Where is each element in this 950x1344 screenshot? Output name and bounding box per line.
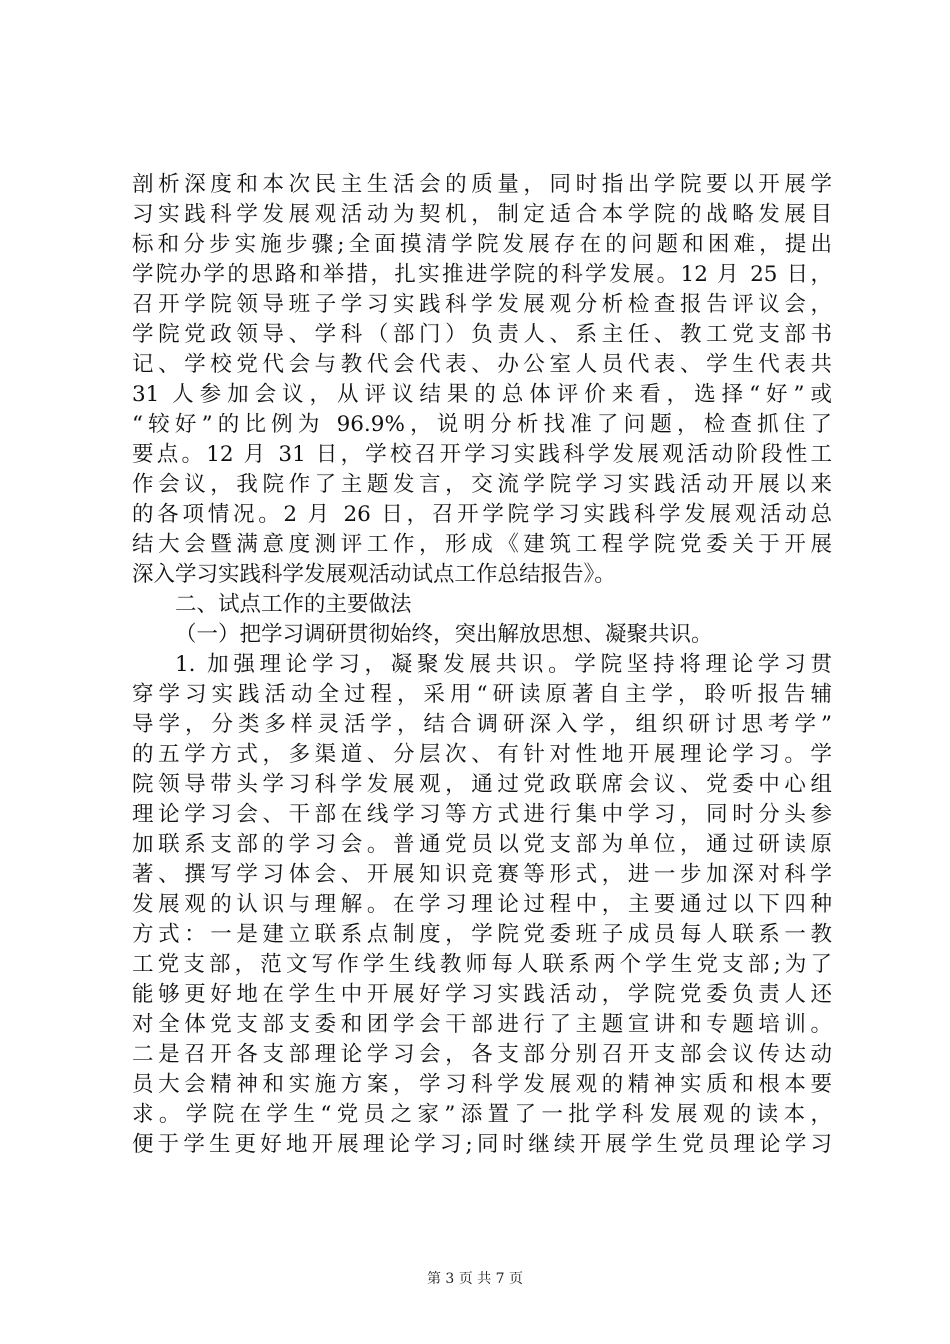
text-line: 的各项情况。2 月 26 日，召开学院学习实践科学发展观活动总 bbox=[132, 502, 832, 527]
text-line: 能够更好地在学生中开展好学习实践活动，学院党委负责人还 bbox=[132, 982, 832, 1007]
text-line: 员大会精神和实施方案，学习科学发展观的精神实质和根本要 bbox=[132, 1072, 832, 1097]
text-line: 深入学习实践科学发展观活动试点工作总结报告》。 bbox=[132, 562, 616, 587]
text-line: 要点。12 月 31 日，学校召开学习实践科学发展观活动阶段性工 bbox=[132, 442, 832, 467]
text-line: 求。学院在学生“党员之家”添置了一批学科发展观的读本， bbox=[132, 1102, 832, 1127]
text-line: 加联系支部的学习会。普通党员以党支部为单位，通过研读原 bbox=[132, 832, 832, 857]
text-line: 作会议，我院作了主题发言，交流学院学习实践活动开展以来 bbox=[132, 472, 832, 497]
text-line: 著、撰写学习体会、开展知识竞赛等形式，进一步加深对科学 bbox=[132, 862, 832, 887]
text-line: 31 人参加会议，从评议结果的总体评价来看，选择“好”或 bbox=[132, 382, 832, 407]
text-line: 便于学生更好地开展理论学习;同时继续开展学生党员理论学习 bbox=[132, 1132, 832, 1157]
text-line: “较好”的比例为 96.9%，说明分析找准了问题，检查抓住了 bbox=[132, 412, 832, 437]
text-line: 对全体党支部支委和团学会干部进行了主题宣讲和专题培训。 bbox=[132, 1012, 832, 1037]
text-line: 学院党政领导、学科（部门）负责人、系主任、教工党支部书 bbox=[132, 322, 832, 347]
text-line: 结大会暨满意度测评工作，形成《建筑工程学院党委关于开展 bbox=[132, 532, 832, 557]
text-line: 标和分步实施步骤;全面摸清学院发展存在的问题和困难，提出 bbox=[132, 232, 832, 257]
text-line: 召开学院领导班子学习实践科学发展观分析检查报告评议会， bbox=[132, 292, 832, 317]
text-line: 穿学习实践活动全过程，采用“研读原著自主学，聆听报告辅 bbox=[132, 682, 832, 707]
text-line: 1. 加强理论学习，凝聚发展共识。学院坚持将理论学习贯 bbox=[175, 652, 832, 677]
text-line: 发展观的认识与理解。在学习理论过程中，主要通过以下四种 bbox=[132, 892, 832, 917]
text-line: 学院办学的思路和举措，扎实推进学院的科学发展。12 月 25 日， bbox=[132, 262, 832, 287]
text-line: 理论学习会、干部在线学习等方式进行集中学习，同时分头参 bbox=[132, 802, 832, 827]
text-line: 导学，分类多样灵活学，结合调研深入学，组织研讨思考学” bbox=[132, 712, 832, 737]
text-line: 工党支部，范文写作学生线教师每人联系两个学生党支部;为了 bbox=[132, 952, 832, 977]
text-line: 的五学方式，多渠道、分层次、有针对性地开展理论学习。学 bbox=[132, 742, 832, 767]
text-line: 院领导带头学习科学发展观，通过党政联席会议、党委中心组 bbox=[132, 772, 832, 797]
text-line: 习实践科学发展观活动为契机，制定适合本学院的战略发展目 bbox=[132, 202, 832, 227]
text-line: 二是召开各支部理论学习会，各支部分别召开支部会议传达动 bbox=[132, 1042, 832, 1067]
page-footer: 第 3 页 共 7 页 bbox=[426, 1271, 524, 1287]
text-line: （一）把学习调研贯彻始终，突出解放思想、凝聚共识。 bbox=[175, 622, 713, 647]
text-line: 方式：一是建立联系点制度，学院党委班子成员每人联系一教 bbox=[132, 922, 832, 947]
document-body bbox=[132, 170, 832, 1160]
text-line: 记、学校党代会与教代会代表、办公室人员代表、学生代表共 bbox=[132, 352, 832, 377]
text-line: 二、试点工作的主要做法 bbox=[175, 592, 412, 617]
text-line: 剖析深度和本次民主生活会的质量，同时指出学院要以开展学 bbox=[132, 172, 832, 197]
